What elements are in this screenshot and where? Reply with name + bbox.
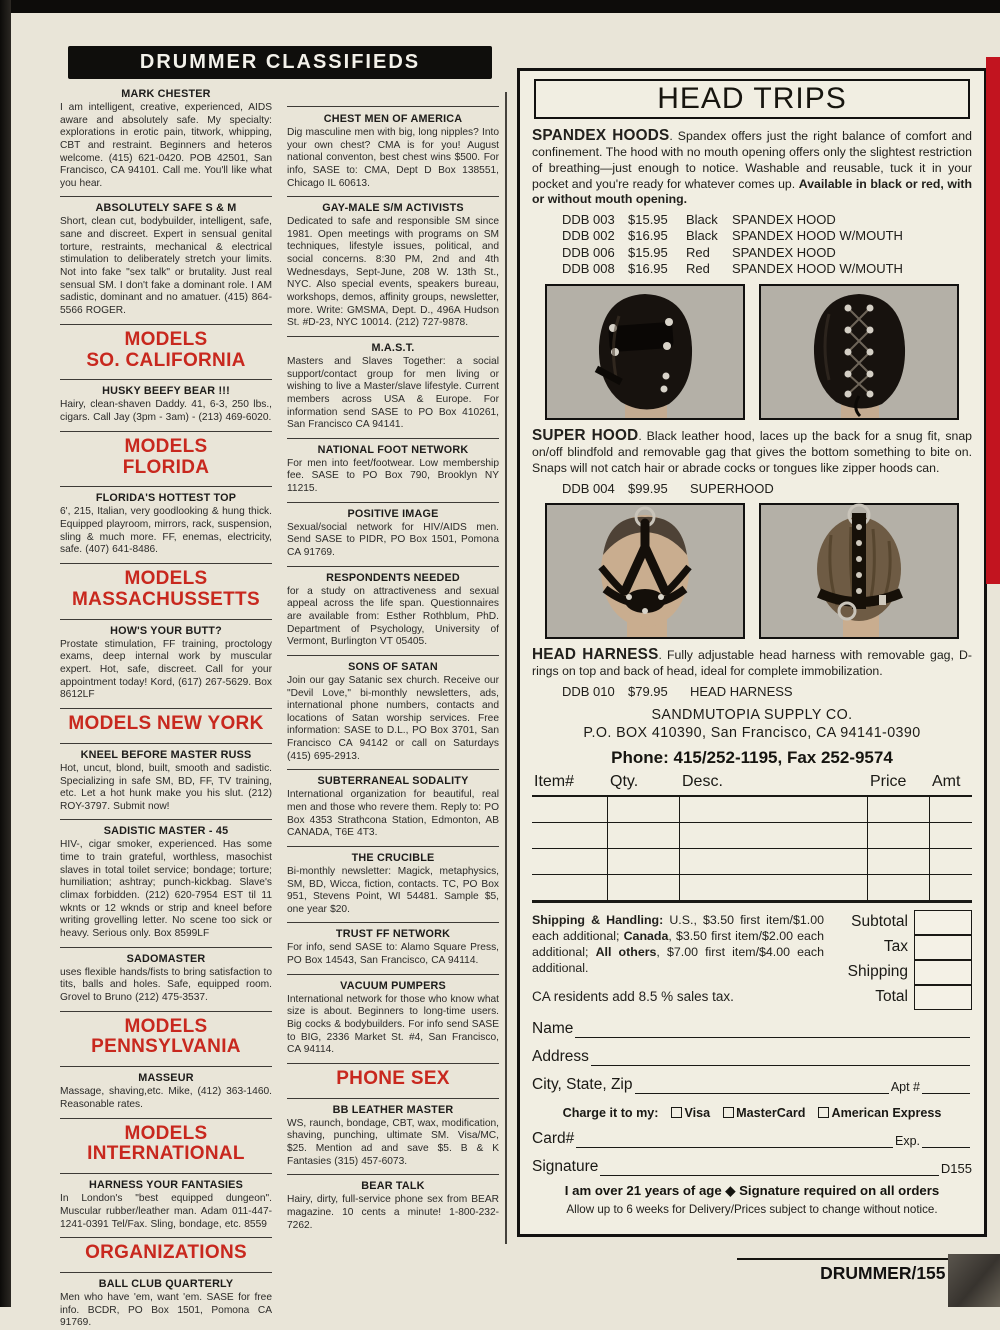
item-desc: SUPERHOOD [690, 480, 774, 496]
section-heading-line: INTERNATIONAL [87, 1143, 245, 1165]
spandex-item-list [562, 212, 972, 278]
company-address: P.O. BOX 410390, San Francisco, CA 94141-0390 [583, 724, 921, 741]
classified-ad [287, 1098, 499, 1169]
classified-ad [287, 196, 499, 330]
ad-title: M.A.S.T. [371, 341, 415, 354]
order-cell [532, 849, 608, 874]
ad-body: Massage, shaving,etc. Mike, (412) 363-1460. Reasonable rates. [60, 1086, 272, 1110]
classified-ad [60, 1272, 272, 1330]
ad-body: Bi-monthly newsletter: Magick, metaphysics, SM, BD, Wicca, fiction, contacts. TC, PO Box 951, Stevens Point, WI 54481. Sample $5, one year $20. [287, 865, 499, 915]
company-block [532, 706, 972, 742]
shipping-info [532, 910, 824, 1010]
form-code: D155 [940, 1160, 972, 1176]
company-name: SANDMUTOPIA SUPPLY CO. [651, 706, 853, 723]
item-color: Red [686, 244, 710, 260]
spandex-hood-photos [532, 284, 972, 420]
classified-ad [287, 502, 499, 560]
ad-title: BEAR TALK [361, 1180, 425, 1193]
spandex-hoods-desc: . Spandex offers just the right balance of comfort and confinement. The hood with no mouth opening offers only the slightest restriction of breathing—just enough to notice. Washable and reusable, tuck it in your pocket and you're ready for whatever comes up. [532, 129, 972, 191]
item-desc: SPANDEX HOOD [732, 211, 836, 227]
order-table-row [532, 823, 972, 849]
super-hood-item-list [562, 481, 972, 498]
shipping-note-part: Shipping & Handling: [532, 912, 664, 927]
hood-back-illustration [761, 286, 957, 418]
card-number-label: Card# [532, 1129, 575, 1147]
ad-title: HOW'S YOUR BUTT? [110, 624, 222, 637]
charge-label: Charge it to my: [562, 1105, 659, 1120]
classified-ad [287, 106, 499, 190]
shipping-note-part: Canada [623, 928, 669, 943]
ad-title: NATIONAL FOOT NETWORK [317, 443, 469, 456]
order-cell [608, 797, 680, 822]
order-cell [868, 797, 930, 822]
item-color: Red [686, 261, 710, 277]
order-cell [532, 797, 608, 822]
spandex-hoods-availability: Available in black or red, with or without mouth opening. [532, 176, 972, 207]
age-statement: I am over 21 years of age ◆ Signature required on all orders [564, 1182, 940, 1198]
ad-title: MARK CHESTER [121, 88, 211, 100]
card-option-label: Visa [684, 1105, 711, 1120]
section-heading-line: FLORIDA [122, 456, 210, 478]
totals-value-box [914, 910, 972, 935]
super-hood-heading: SUPER HOOD [532, 426, 639, 444]
order-cell [930, 875, 972, 900]
item-price: $99.95 [628, 480, 668, 496]
totals-row [884, 935, 972, 960]
charge-row [532, 1106, 972, 1120]
ad-title: MASSEUR [138, 1072, 194, 1085]
totals-label: Shipping [847, 963, 908, 981]
classified-ad [60, 486, 272, 557]
head-trips-title: HEAD TRIPS [534, 79, 970, 119]
classified-ad [287, 336, 499, 432]
order-cell [930, 797, 972, 822]
section-heading-line: MODELS NEW YORK [68, 713, 264, 734]
item-color: Black [686, 228, 718, 244]
section-heading-line: MODELS [124, 568, 208, 590]
signature-field-row [532, 1158, 972, 1176]
spandex-hoods-paragraph [532, 126, 972, 208]
item-price: $15.95 [628, 211, 668, 227]
address-blank-line [591, 1051, 970, 1066]
card-option [818, 1106, 941, 1120]
apt-blank-line [922, 1079, 970, 1094]
section-heading [60, 431, 272, 481]
signature-label: Signature [532, 1157, 599, 1175]
item-color: Black [686, 211, 718, 227]
totals-label: Subtotal [851, 913, 908, 931]
hood-front-illustration [547, 286, 743, 418]
order-cell [532, 875, 608, 900]
ad-title: SONS OF SATAN [348, 660, 438, 673]
address-field-row [532, 1048, 972, 1066]
section-heading-line: MODELS [124, 1015, 208, 1037]
shipping-note [532, 912, 824, 977]
ad-body: Hot, uncut, blond, built, smooth and sadistic. Specializing in safe SM, BD, FF, TV training, etc. Let a hot hunk make you his slut. (212) ROY-3797. Submit now! [60, 762, 272, 812]
catalog-item-row [562, 245, 972, 262]
item-price: $79.95 [628, 684, 668, 700]
delivery-note: Allow up to 6 weeks for Delivery/Prices subject to change without notice. [566, 1202, 938, 1216]
ad-title: FLORIDA'S HOTTEST TOP [95, 492, 237, 505]
item-desc: HEAD HARNESS [690, 684, 793, 700]
classified-ad [287, 1174, 499, 1232]
section-heading-line: MODELS [124, 1122, 208, 1144]
order-column-header: Qty. [610, 772, 639, 790]
item-code: DDB 003 [562, 211, 615, 227]
ad-title: RESPONDENTS NEEDED [326, 571, 460, 584]
classified-ad [60, 743, 272, 814]
shipping-note-part: , $7.00 first item/$4.00 each additional. [532, 944, 824, 975]
classified-ad [287, 438, 499, 496]
ad-title: HARNESS YOUR FANTASIES [89, 1179, 243, 1192]
harness-front-illustration [547, 505, 743, 637]
order-table-row [532, 797, 972, 823]
spandex-hoods-heading: SPANDEX HOODS [532, 127, 670, 144]
hood-front-photo [545, 284, 745, 420]
column-divider-rule [505, 92, 507, 1244]
ad-body: Join our gay Satanic sex church. Receive our "Devil Love," bi-monthly newsletters, ads, international phone numbers, contacts and locations of Satan worship services. Free information: SASE to D.L., PO Box 3701, San Francisco CA 94142 or call on Saturdays (415) 695-2913. [287, 674, 499, 762]
ad-body: Sexual/social network for HIV/AIDS men. Send SASE to PIDR, PO Box 1501, Pomona CA 91769. [287, 521, 499, 559]
section-heading-line: PENNSYLVANIA [91, 1036, 241, 1058]
classified-ad [287, 769, 499, 840]
city-state-zip-label: City, State, Zip [532, 1075, 633, 1093]
catalog-item-row [562, 481, 972, 498]
classified-ad [60, 196, 272, 317]
catalog-item-row [562, 684, 972, 701]
order-column-header: Item# [534, 772, 575, 790]
card-options [671, 1106, 941, 1120]
head-harness-heading: HEAD HARNESS [532, 646, 659, 663]
classified-ad [60, 947, 272, 1005]
order-cell [680, 875, 868, 900]
section-heading [60, 1011, 272, 1061]
ad-body: HIV-, cigar smoker, experienced. Has some time to train grateful, worthless, masochist slaves in total toilet service; bondage; torture; humiliation; ashtray; punch-kickbag. Slave's climax forbidden. (212) 620-7954 EST til 11 wknts or 12 wknds or strip and kneel before writing grovelling letter. No scene too sick or heavy. Serious only. Box 8599LF [60, 839, 272, 939]
head-harness-photos [532, 503, 972, 639]
item-price: $16.95 [628, 228, 668, 244]
item-desc: SPANDEX HOOD [732, 244, 836, 260]
head-trips-ad [517, 68, 987, 1237]
card-option-label: MasterCard [736, 1105, 806, 1120]
order-table-row [532, 849, 972, 875]
section-heading-line: MODELS [124, 435, 208, 457]
page-left-edge [0, 0, 11, 1307]
order-cell [532, 823, 608, 848]
catalog-item-row [562, 212, 972, 229]
ad-body: Dig masculine men with big, long nipples? Into your own chest? CMA is for you! August national conventon, best chest wins $500. For info, SASE to: CMA, Dept D Box 138551, Chicago IL 60613. [287, 127, 499, 189]
ad-title: BALL CLUB QUARTERLY [98, 1278, 234, 1291]
section-heading [60, 563, 272, 613]
ad-body: For info, send SASE to: Alamo Square Press, PO Box 14543, San Francisco, CA 94114. [287, 942, 499, 967]
head-harness-paragraph [532, 645, 972, 680]
order-cell [608, 849, 680, 874]
totals-value-box [914, 960, 972, 985]
order-column-header: Amt [932, 772, 961, 790]
order-cell [930, 823, 972, 848]
card-field-row [532, 1130, 972, 1148]
ad-title: POSITIVE IMAGE [347, 507, 439, 520]
ca-tax-note: CA residents add 8.5 % sales tax. [532, 989, 734, 1005]
classified-ad [60, 1173, 272, 1231]
next-page-photo-fragment [948, 1254, 1000, 1307]
card-option-label: American Express [831, 1105, 942, 1120]
item-code: DDB 002 [562, 228, 615, 244]
checkbox-icon [818, 1107, 829, 1118]
section-heading-line: ORGANIZATIONS [85, 1242, 247, 1264]
city-blank-line [635, 1079, 889, 1094]
item-desc: SPANDEX HOOD W/MOUTH [732, 228, 903, 244]
order-cell [608, 823, 680, 848]
ad-title: GAY-MALE S/M ACTIVISTS [322, 202, 464, 215]
card-option [671, 1106, 710, 1120]
exp-label: Exp. [894, 1133, 920, 1148]
card-blank-line [576, 1133, 893, 1148]
harness-back-photo [759, 503, 959, 639]
ad-title: ABSOLUTELY SAFE S & M [95, 202, 237, 215]
ad-body: International organization for beautiful, real men and those who revere them. Reply to: PO Box 4353 Strathcona Station, Edmonton, AB CANADA, T6E 4T3. [287, 789, 499, 839]
ad-title: HUSKY BEEFY BEAR !!! [102, 385, 230, 398]
section-heading-line: MODELS [124, 328, 208, 350]
totals-row [875, 985, 972, 1010]
catalog-item-row [562, 228, 972, 245]
super-hood-desc: . Black leather hood, laces up the back for a snug fit, snap on/off blindfold and removable gag that gives the bottom something to bite on. Snaps will not catch hair or abrade cocks or tongues like zipper hoods can. [532, 428, 973, 475]
ad-title: SUBTERRANEAL SODALITY [317, 775, 469, 788]
order-cell [680, 823, 868, 848]
classified-ad [60, 379, 272, 424]
order-cell [868, 849, 930, 874]
item-price: $15.95 [628, 244, 668, 260]
name-field-row [532, 1020, 972, 1038]
classifieds-header-title: DRUMMER CLASSIFIEDS [139, 51, 421, 73]
section-heading [60, 324, 272, 374]
ad-title: SADISTIC MASTER - 45 [103, 825, 229, 838]
ad-body: WS, raunch, bondage, CBT, wax, modification, shaving, punching, ultimate SM. Visa/MC, $25. Mention ad and save $5. B & K Fantasies (315) 457-6073. [287, 1117, 499, 1167]
order-table-body [532, 797, 972, 901]
card-option [723, 1106, 805, 1120]
classified-ad [287, 566, 499, 649]
order-cell [608, 875, 680, 900]
order-cell [868, 875, 930, 900]
order-table-row [532, 875, 972, 901]
ad-title: TRUST FF NETWORK [335, 928, 451, 941]
ad-body: International network for those who know what size is about. Beginners to long-time users. Big cocks & bodybuilders. For info send SASE to BIG, 2336 Market St. #4, San Francisco, CA 94114. [287, 993, 499, 1056]
item-price: $16.95 [628, 261, 668, 277]
ad-body: for a study on attractiveness and sexual appeal across the life span. Questionnaires are available from: Esther Rothblum, PhD. Department of Psychology, University of Vermont, Burlington VT 05405. [287, 585, 499, 648]
harness-back-illustration [761, 505, 957, 637]
classified-ad [60, 819, 272, 940]
ad-title: SADOMASTER [126, 952, 206, 965]
section-heading-line: SO. CALIFORNIA [86, 349, 246, 371]
section-heading [60, 1118, 272, 1168]
order-cell [680, 849, 868, 874]
ad-title: VACUUM PUMPERS [340, 979, 446, 992]
classified-ad [287, 922, 499, 967]
name-label: Name [532, 1019, 574, 1037]
classified-ad [287, 846, 499, 917]
company-phone: Phone: 415/252-1195, Fax 252-9574 [611, 747, 893, 767]
shipping-note-part: U.S., $3.50 first item/$1.00 each additional; [532, 912, 825, 943]
ad-title: THE CRUCIBLE [351, 851, 435, 864]
ad-body: I am intelligent, creative, experienced, AIDS aware and absolutely safe. My specialty: explorations in erotic pain, titwork, whipping, CBT and restraint. Beginners and heteros welcome. (415) 621-0420. POB 42501, San Francisco, CA 94101. Call me. You'll like what you hear. [60, 102, 272, 189]
page-footer [585, 1263, 985, 1284]
head-harness-desc: . Fully adjustable head harness with removable gag, D-rings on top and back of head, ideal for complete immobilization. [532, 648, 972, 679]
classifieds-columns [60, 88, 500, 1329]
classified-ad [60, 1066, 272, 1111]
order-column-header: Price [870, 772, 907, 790]
ad-body: For men into feet/footwear. Low membership fee. SASE to PO Box 790, Brooklyn NY 11215. [287, 457, 499, 495]
checkbox-icon [723, 1107, 734, 1118]
ad-body: Masters and Slaves Together: a social support/contact group for men living or wishing to live a Master/slave lifestyle. Current members across USA & Europe. For information send SASE to PO Box 410261, San Francisco CA 94141. [287, 355, 499, 431]
harness-front-photo [545, 503, 745, 639]
item-code: DDB 010 [562, 684, 615, 700]
catalog-item-row [562, 261, 972, 278]
item-desc: SPANDEX HOOD W/MOUTH [732, 261, 903, 277]
ad-body: Hairy, dirty, full-service phone sex from BEAR magazine. 10 cents a minute! 1-800-232-7262. [287, 1194, 499, 1231]
item-code: DDB 004 [562, 480, 615, 496]
order-table [532, 772, 972, 903]
shipping-note-part: All others [595, 944, 657, 959]
totals-label: Total [875, 988, 908, 1006]
classified-ad [287, 974, 499, 1057]
ad-title: BB LEATHER MASTER [332, 1103, 454, 1116]
checkbox-icon [671, 1107, 682, 1118]
magazine-issue: DRUMMER/155 [820, 1263, 946, 1283]
classifieds-left-column [60, 88, 272, 1329]
classifieds-middle-column [287, 88, 499, 1250]
classifieds-header-bar [68, 46, 492, 79]
item-code: DDB 008 [562, 261, 615, 277]
super-hood-paragraph [532, 426, 972, 477]
classified-ad [60, 88, 272, 190]
totals-value-box [914, 935, 972, 960]
exp-blank-line [922, 1133, 970, 1148]
ad-body: Dedicated to safe and responsible SM since 1981. Open meetings with programs on SM techniques, lifestyle issues, political, and social concerns. 8:30 PM, 2nd and 4th Wednesdays, Sept-June, 208 W. 13th St., NYC. Also special events, speakers bureau, workshops, demos, affinity groups, newsletter, more. Write: GMSMA, Dept. D., 496A Hudson St. #D-23, NYC 10014. (212) 727-9878. [287, 216, 499, 329]
head-harness-item-list [562, 684, 972, 701]
order-cell [930, 849, 972, 874]
red-edge-strip [986, 57, 1000, 584]
section-heading-line: MASSACHUSSETTS [72, 588, 260, 610]
page-top-edge [0, 0, 1000, 13]
ad-body: Prostate stimulation, FF training, proctology exams, deep internal work by muscular expert. Hot, safe, discreet. Call for your appointment today! Kord, (617) 267-5629. Box 8612LF [60, 638, 272, 701]
ad-body: Men who have 'em, want 'em. SASE for free info. BCDR, PO Box 1501, Pomona CA 91769. [60, 1292, 272, 1329]
order-column-header: Desc. [682, 772, 723, 790]
shipping-section [532, 910, 972, 1010]
order-table-header [532, 772, 972, 797]
totals-value-box [914, 985, 972, 1010]
address-label: Address [532, 1047, 589, 1065]
item-code: DDB 006 [562, 244, 615, 260]
signature-blank-line [600, 1161, 939, 1176]
hood-back-lacing-photo [759, 284, 959, 420]
ad-body: Hairy, clean-shaven Daddy. 41, 6-3, 250 lbs., cigars. Call Jay (3pm - 3am) - (213) 469-6020. [60, 399, 272, 424]
name-blank-line [575, 1023, 970, 1038]
ad-body: uses flexible hands/fists to bring satisfaction to tits, balls and holes. Safe, equipped room. Grovel to Bruno (212) 475-3537. [60, 966, 272, 1003]
section-heading [60, 1237, 272, 1266]
totals-row [848, 960, 972, 985]
classified-ad [60, 619, 272, 702]
city-field-row [532, 1076, 972, 1094]
totals-label: Tax [883, 938, 908, 956]
ad-body: 6', 215, Italian, very goodlooking & hung thick. Equipped playroom, mirrors, rack, suspension, sling & much more. FF, enemas, electricity, safe. (407) 641-8486. [60, 506, 272, 556]
section-heading-line: PHONE SEX [336, 1067, 450, 1089]
ad-body: Short, clean cut, bodybuilder, intelligent, safe, sane and discreet. Expert in sensual genital torture, restraints, mechanical & electrical stimulation to deliberately stretch your limits. Not into fake "sex talk" or brutality. Just real sensual SM. I don't fake a dominant role. I AM sadistic, dominant and no amatuer. (415) 864-5566 ROGER. [60, 216, 272, 316]
apt-label: Apt # [890, 1079, 920, 1094]
ad-title: CHEST MEN OF AMERICA [323, 113, 463, 125]
order-cell [868, 823, 930, 848]
order-cell [680, 797, 868, 822]
shipping-note-part: , $3.50 first item/$2.00 each additional; [532, 928, 824, 959]
ad-title: KNEEL BEFORE MASTER RUSS [80, 748, 252, 761]
totals-row [851, 910, 972, 935]
section-heading [287, 1063, 499, 1092]
section-heading [60, 708, 272, 737]
totals-column [824, 910, 972, 1010]
ad-body: In London's "best equipped dungeon". Muscular rubber/leather man. Adam 011-447-1241-0391 Tel/Fax. Sling, bondage, etc. 8559 [60, 1193, 272, 1230]
classified-ad [287, 655, 499, 763]
